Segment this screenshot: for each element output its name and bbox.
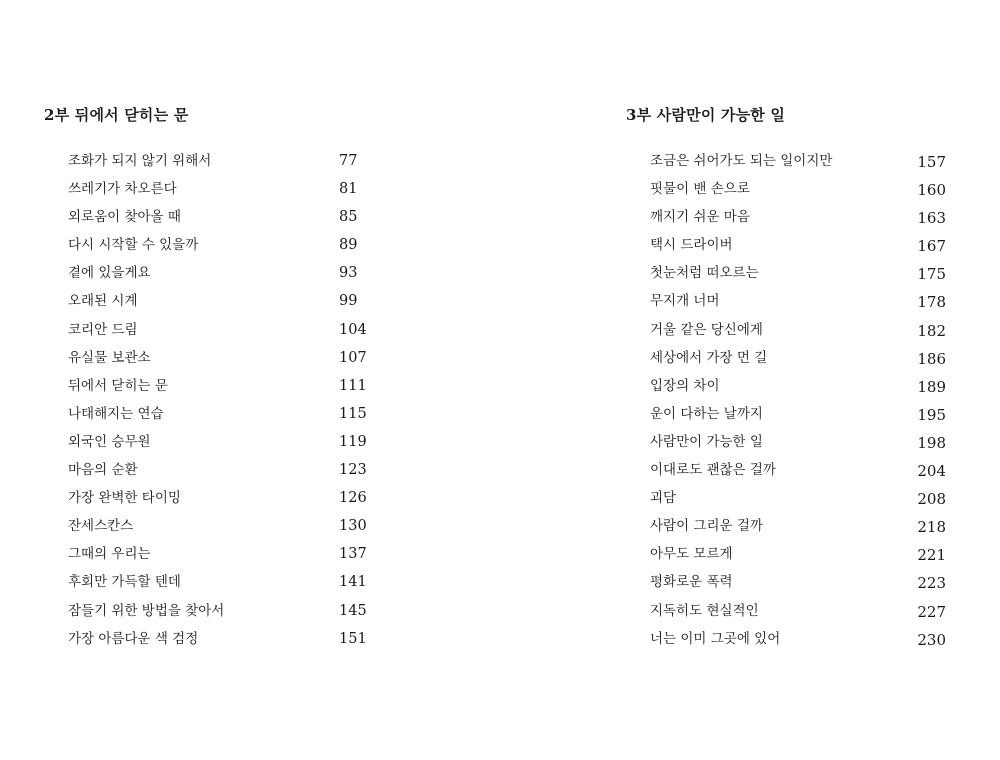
toc-entry-page-number: 137 — [339, 546, 367, 563]
toc-entry-title: 첫눈처럼 떠오르는 — [650, 265, 759, 282]
toc-entry-page-number: 175 — [917, 265, 946, 284]
toc-entry — [44, 207, 374, 235]
toc-entry-title: 이대로도 괜찮은 걸까 — [650, 462, 776, 479]
part-title: 2부 뒤에서 닫히는 문 — [44, 106, 189, 124]
toc-entry-title: 마음의 순환 — [68, 462, 138, 479]
toc-entry — [626, 516, 956, 544]
toc-entry-page-number: 89 — [339, 237, 358, 254]
toc-entry-title: 무지개 너머 — [650, 293, 720, 310]
toc-entry — [44, 320, 374, 348]
toc-entry — [44, 629, 374, 657]
toc-entry — [626, 376, 956, 404]
toc-entry-page-number: 178 — [917, 293, 946, 312]
toc-entry-title: 외국인 승무원 — [68, 433, 151, 450]
toc-entry-page-number: 227 — [917, 602, 946, 621]
toc-entry-page-number: 85 — [339, 209, 358, 226]
toc-entry — [626, 235, 956, 263]
toc-entry-title: 유실물 보관소 — [68, 349, 151, 366]
toc-entry-title: 사람이 그리운 걸까 — [650, 518, 763, 535]
toc-entry — [626, 544, 956, 572]
toc-entry-page-number: 221 — [917, 546, 946, 565]
toc-entry-title: 사람만이 가능한 일 — [650, 433, 763, 450]
toc-entry — [44, 291, 374, 319]
toc-entry-title: 세상에서 가장 먼 길 — [650, 349, 768, 366]
toc-entry — [626, 601, 956, 629]
toc-entry — [44, 376, 374, 404]
toc-entry — [44, 348, 374, 376]
toc-entry-page-number: 204 — [917, 462, 946, 481]
toc-entry-title: 운이 다하는 날까지 — [650, 405, 763, 422]
toc-entry-page-number: 189 — [917, 377, 946, 396]
toc-entry-title: 쓰레기가 차오른다 — [68, 181, 177, 198]
toc-entry — [44, 572, 374, 600]
toc-entry-page-number: 151 — [339, 630, 367, 647]
toc-entry-page-number: 163 — [917, 209, 946, 228]
toc-entry — [44, 460, 374, 488]
toc-entry-list — [44, 151, 374, 657]
toc-entry-title: 평화로운 폭력 — [650, 574, 733, 591]
toc-entry-title: 거울 같은 당신에게 — [650, 321, 763, 338]
toc-part-3 — [626, 104, 956, 657]
toc-entry — [626, 291, 956, 319]
toc-entry-title: 아무도 모르게 — [650, 546, 733, 563]
toc-entry-title: 잔세스칸스 — [68, 518, 134, 535]
toc-entry-page-number: 218 — [917, 518, 946, 537]
toc-entry — [44, 263, 374, 291]
toc-entry-page-number: 130 — [339, 518, 367, 535]
toc-entry — [626, 404, 956, 432]
toc-entry-page-number: 141 — [339, 574, 367, 591]
toc-entry — [44, 151, 374, 179]
toc-entry-title: 괴담 — [650, 490, 677, 507]
toc-entry-title: 조금은 쉬어가도 되는 일이지만 — [650, 153, 833, 169]
toc-entry-title: 조화가 되지 않기 위해서 — [68, 153, 212, 169]
toc-entry-title: 다시 시작할 수 있을까 — [68, 237, 199, 254]
toc-entry-list — [626, 151, 956, 657]
toc-entry — [44, 516, 374, 544]
toc-entry-title: 가장 완벽한 타이밍 — [68, 490, 181, 507]
toc-entry-title: 뒤에서 닫히는 문 — [68, 377, 168, 394]
toc-entry-title: 깨지기 쉬운 마음 — [650, 209, 750, 226]
toc-entry-title: 그때의 우리는 — [68, 546, 151, 563]
toc-entry-page-number: 111 — [339, 377, 367, 394]
toc-entry — [626, 263, 956, 291]
toc-entry — [44, 544, 374, 572]
toc-entry-title: 오래된 시계 — [68, 293, 138, 310]
toc-entry — [44, 432, 374, 460]
toc-entry-page-number: 104 — [339, 321, 367, 338]
toc-entry — [626, 151, 956, 179]
toc-entry-page-number: 126 — [339, 490, 367, 507]
toc-entry-title: 지독히도 현실적인 — [650, 602, 759, 619]
toc-entry-page-number: 77 — [339, 153, 358, 169]
toc-entry-title: 잠들기 위한 방법을 찾아서 — [68, 602, 225, 619]
toc-entry — [44, 601, 374, 629]
toc-entry-title: 곁에 있을게요 — [68, 265, 151, 282]
toc-entry-page-number: 223 — [917, 574, 946, 593]
toc-entry — [626, 572, 956, 600]
toc-entry-page-number: 182 — [917, 321, 946, 340]
toc-entry-page-number: 167 — [917, 237, 946, 256]
toc-entry — [626, 179, 956, 207]
toc-part-2 — [44, 104, 374, 657]
toc-entry — [44, 404, 374, 432]
toc-entry-title: 후회만 가득할 텐데 — [68, 574, 181, 591]
toc-entry-title: 가장 아름다운 색 검정 — [68, 630, 199, 647]
toc-entry-page-number: 160 — [917, 181, 946, 200]
toc-entry-page-number: 208 — [917, 490, 946, 509]
toc-entry-title: 택시 드라이버 — [650, 237, 733, 254]
part-title: 3부 사람만이 가능한 일 — [626, 106, 786, 124]
toc-entry — [626, 320, 956, 348]
toc-entry-page-number: 195 — [917, 405, 946, 424]
toc-entry-page-number: 81 — [339, 181, 358, 198]
toc-entry — [44, 488, 374, 516]
toc-entry — [626, 629, 956, 657]
toc-entry-title: 핏물이 밴 손으로 — [650, 181, 750, 198]
toc-entry — [626, 348, 956, 376]
toc-entry-page-number: 107 — [339, 349, 367, 366]
toc-entry-title: 너는 이미 그곳에 있어 — [650, 630, 781, 647]
toc-entry — [44, 179, 374, 207]
toc-entry — [44, 235, 374, 263]
toc-entry — [626, 207, 956, 235]
toc-entry-page-number: 145 — [339, 602, 367, 619]
toc-entry-page-number: 123 — [339, 462, 367, 479]
toc-entry-page-number: 186 — [917, 349, 946, 368]
toc-entry-page-number: 93 — [339, 265, 358, 282]
toc-entry-page-number: 99 — [339, 293, 358, 310]
toc-entry-title: 입장의 차이 — [650, 377, 720, 394]
toc-entry-page-number: 230 — [917, 630, 946, 649]
toc-entry-title: 외로움이 찾아올 때 — [68, 209, 181, 226]
toc-entry-page-number: 115 — [339, 405, 367, 422]
toc-entry-title: 코리안 드림 — [68, 321, 138, 338]
toc-entry — [626, 460, 956, 488]
toc-entry-page-number: 157 — [917, 153, 946, 171]
toc-entry-title: 나태해지는 연습 — [68, 405, 164, 422]
toc-entry-page-number: 198 — [917, 433, 946, 452]
toc-entry-page-number: 119 — [339, 433, 367, 450]
toc-entry — [626, 432, 956, 460]
toc-entry — [626, 488, 956, 516]
